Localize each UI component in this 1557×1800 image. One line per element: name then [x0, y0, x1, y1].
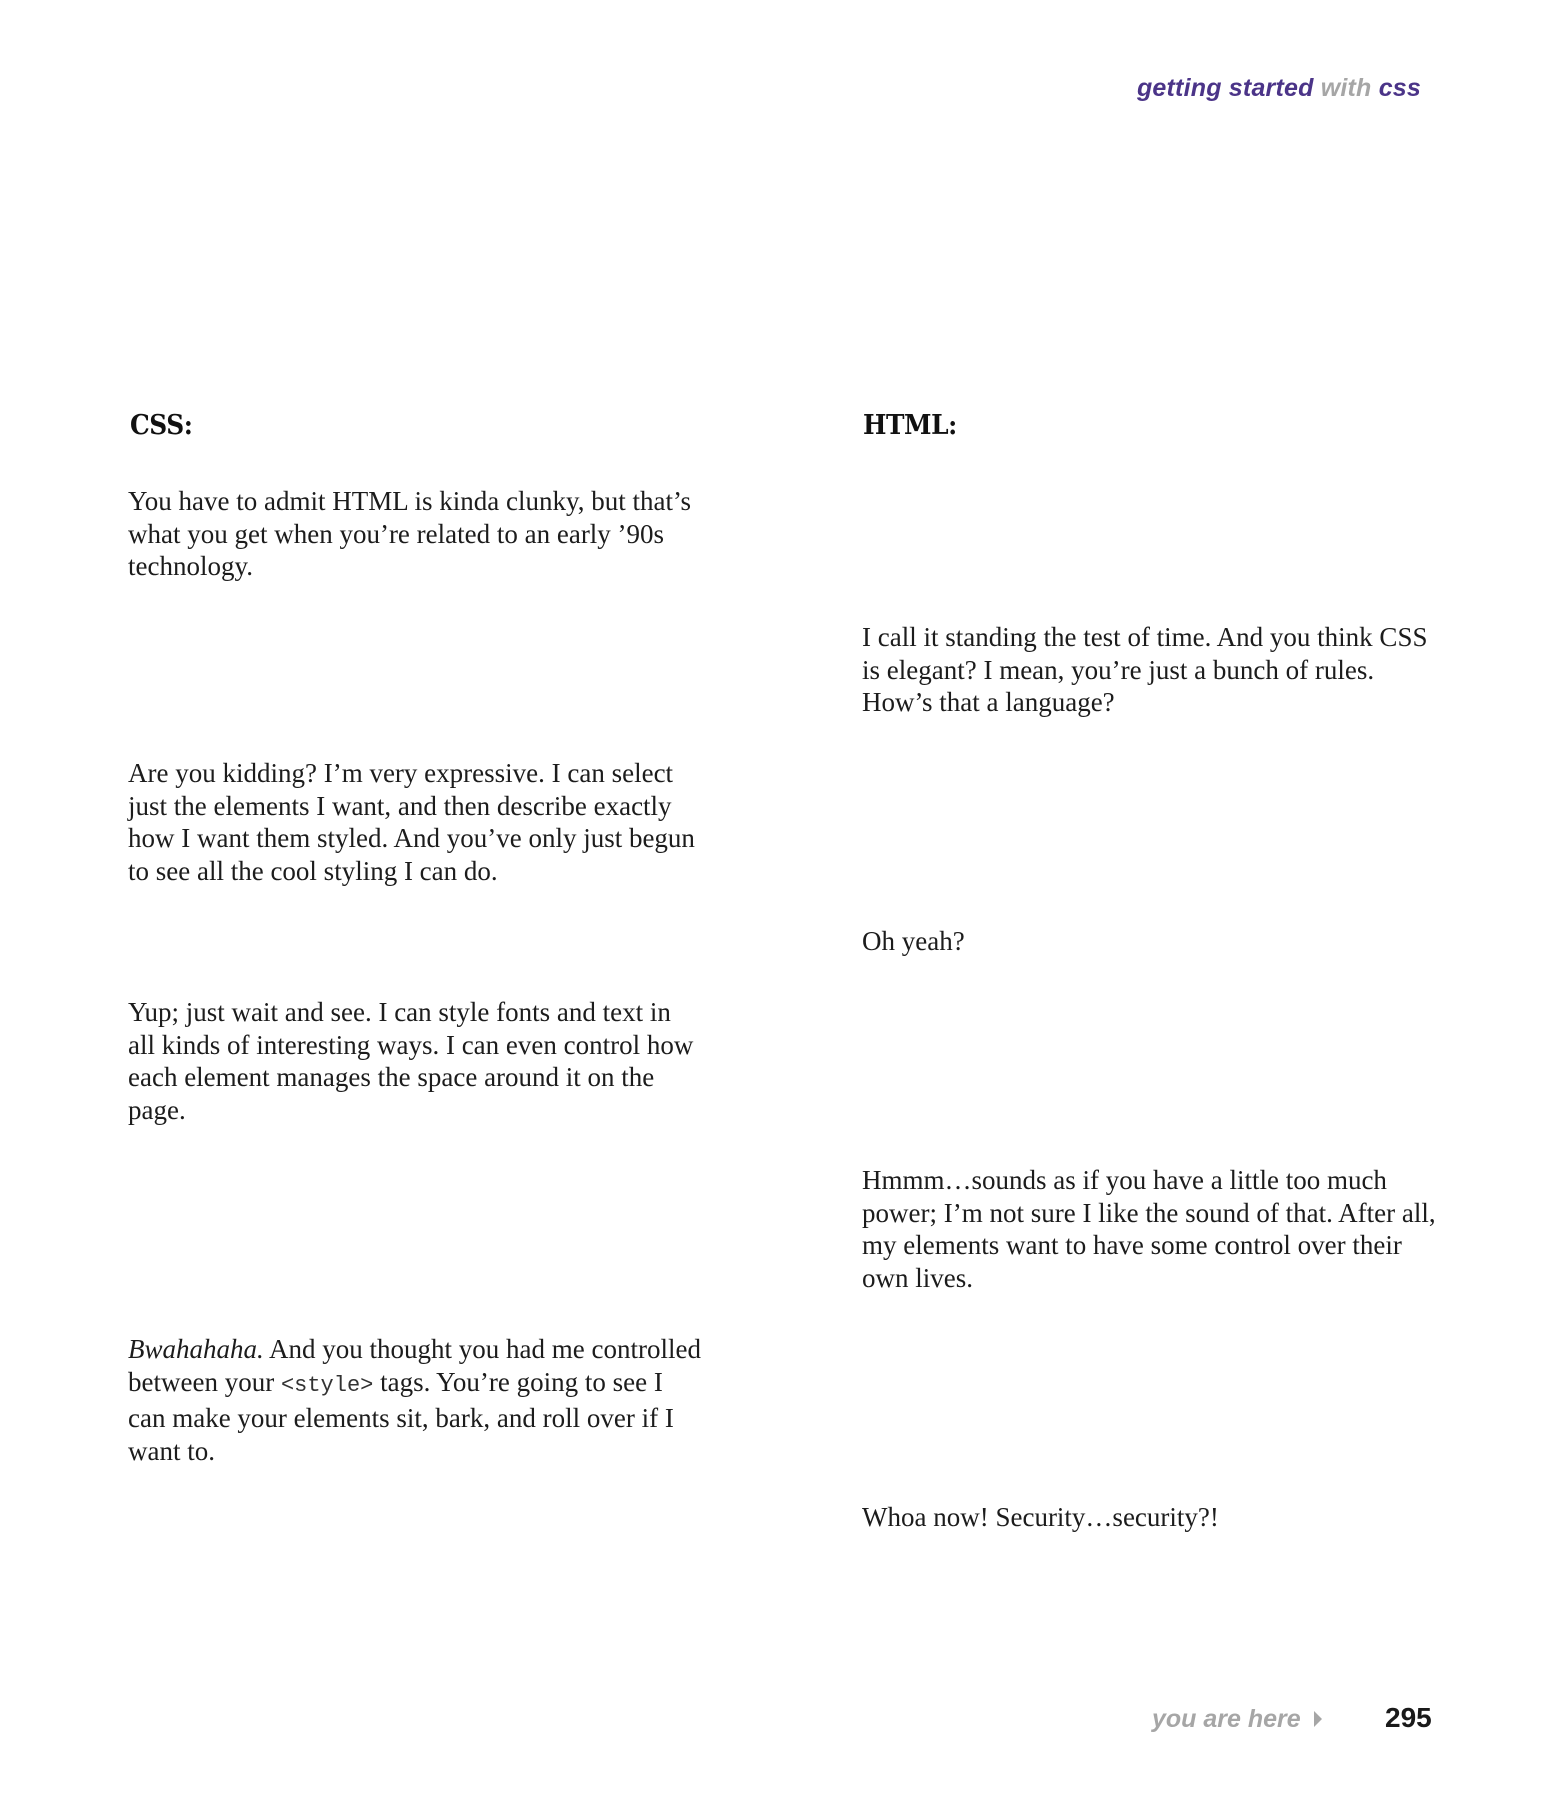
html-column-heading: HTML: — [863, 410, 957, 441]
header-part-css: css — [1378, 74, 1421, 102]
css-line-2: Are you kidding? I’m very expressive. I can select just the elements I want, and then describe exactly how I want them styled. And you’ve only just begun to see all the cool styling I can do. — [128, 758, 695, 886]
html-line-3: Hmmm…sounds as if you have a little too much power; I’m not sure I like the sound of that. After all, my elements want to have some control over their own lives. — [862, 1165, 1436, 1293]
css-line-4-italic: Bwahahaha. — [128, 1334, 264, 1364]
header-part-getting-started: getting started — [1136, 74, 1314, 102]
html-line-4: Whoa now! Security…security?! — [862, 1502, 1219, 1532]
style-tag-code: <style> — [280, 1372, 374, 1398]
html-line-1: I call it standing the test of time. And you think CSS is elegant? I mean, you’re just a bunch of rules. How’s that a language? — [862, 622, 1428, 717]
you-are-here-label: you are here — [1152, 1705, 1301, 1733]
html-line-2: Oh yeah? — [862, 926, 965, 956]
header-part-with: with — [1320, 74, 1372, 102]
css-line-3: Yup; just wait and see. I can style fonts and text in all kinds of interesting ways. I can even control how each element manages the space around it on the page. — [128, 997, 694, 1125]
css-line-4 — [128, 1333, 703, 1467]
running-header — [1137, 74, 1421, 103]
right-triangle-icon — [1314, 1711, 1322, 1727]
css-line-4-text-a: And you thought you had me controlled between your — [128, 1334, 701, 1397]
css-column-heading: CSS: — [130, 410, 193, 441]
page-number: 295 — [1385, 1702, 1432, 1733]
css-line-4-text-b: tags. You’re going to see I can make your elements sit, bark, and roll over if I want to. — [128, 1366, 674, 1466]
css-line-1: You have to admit HTML is kinda clunky, but that’s what you get when you’re related to an early ’90s technology. — [128, 486, 691, 581]
